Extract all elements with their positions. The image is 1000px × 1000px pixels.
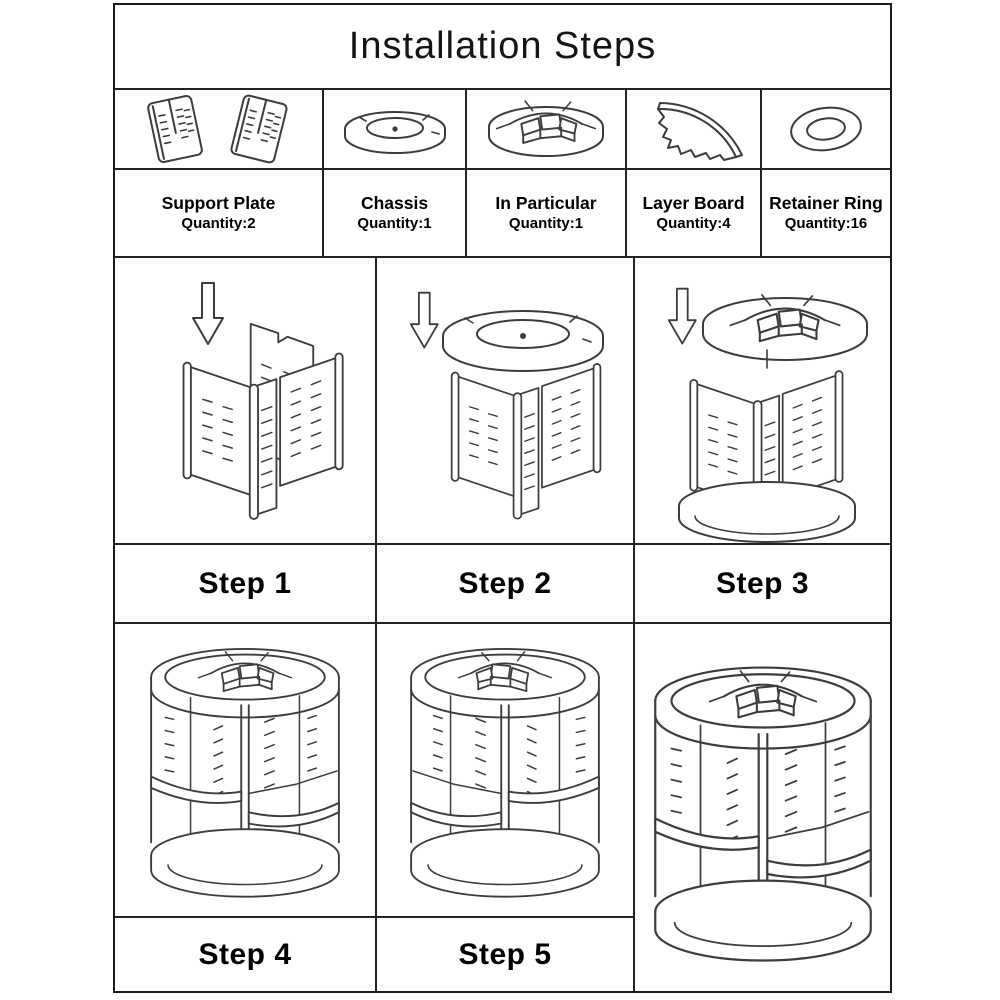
step-3-label-cell: [635, 545, 890, 622]
step-label: Step 3: [715, 566, 810, 600]
step-4-label-cell: [115, 918, 375, 991]
part-label-chassis: [324, 170, 467, 256]
part-name: In Particular: [495, 192, 597, 213]
part-cell-retainer-ring: [762, 90, 890, 168]
support-plate-icon: [129, 91, 309, 167]
step-label: Step 5: [458, 937, 552, 971]
step-1-label-cell: [115, 545, 377, 622]
part-name: Chassis: [360, 192, 429, 213]
part-label-support-plate: [115, 170, 324, 256]
part-quantity: Quantity:4: [656, 214, 731, 232]
step-label: Step 2: [458, 566, 552, 600]
turntable-tray-icon: [476, 94, 616, 164]
step-4-illustration: [137, 632, 353, 908]
parts-icon-row: [115, 90, 890, 170]
layer-board-icon: [638, 93, 750, 165]
step-3-illustration: [635, 258, 890, 543]
step-5-illustration: [397, 632, 613, 908]
steps-illustration-row: [115, 258, 890, 545]
step-2-cell: [377, 258, 635, 543]
step-label: Step 4: [198, 937, 292, 971]
retainer-ring-icon: [778, 98, 874, 160]
bottom-section: [115, 624, 890, 991]
part-cell-in-particular: [467, 90, 627, 168]
assembled-organizer-illustration: [639, 641, 887, 975]
step-5-label-cell: [377, 918, 633, 991]
step-label: Step 1: [198, 566, 292, 600]
part-cell-chassis: [324, 90, 467, 168]
chassis-icon: [333, 97, 457, 161]
step-2-illustration: [377, 258, 633, 543]
part-name: Retainer Ring: [769, 192, 883, 213]
step-4-column: [115, 624, 377, 991]
sheet-header: [115, 5, 890, 90]
part-label-layer-board: [627, 170, 762, 256]
down-arrow-icon: [193, 283, 223, 344]
steps-label-row: [115, 545, 890, 624]
step-1-cell: [115, 258, 377, 543]
parts-label-row: [115, 170, 890, 258]
step-5-column: [377, 624, 635, 991]
page-title: Installation Steps: [348, 25, 657, 67]
part-name: Layer Board: [642, 192, 745, 213]
part-quantity: Quantity:1: [508, 214, 584, 232]
final-assembly-cell: [635, 624, 890, 991]
step-3-cell: [635, 258, 890, 543]
step-2-label-cell: [377, 545, 635, 622]
final-assembly-column: [635, 624, 890, 991]
part-label-retainer-ring: [762, 170, 890, 256]
part-name: Support Plate: [161, 192, 276, 213]
part-quantity: Quantity:16: [784, 214, 868, 232]
step-5-cell: [377, 624, 633, 918]
part-quantity: Quantity:1: [357, 214, 432, 232]
part-cell-layer-board: [627, 90, 762, 168]
step-4-cell: [115, 624, 375, 918]
part-quantity: Quantity:2: [181, 214, 256, 232]
step-1-illustration: [115, 258, 375, 543]
part-cell-support-plate: [115, 90, 324, 168]
part-label-in-particular: [467, 170, 627, 256]
instruction-table: [113, 3, 892, 993]
